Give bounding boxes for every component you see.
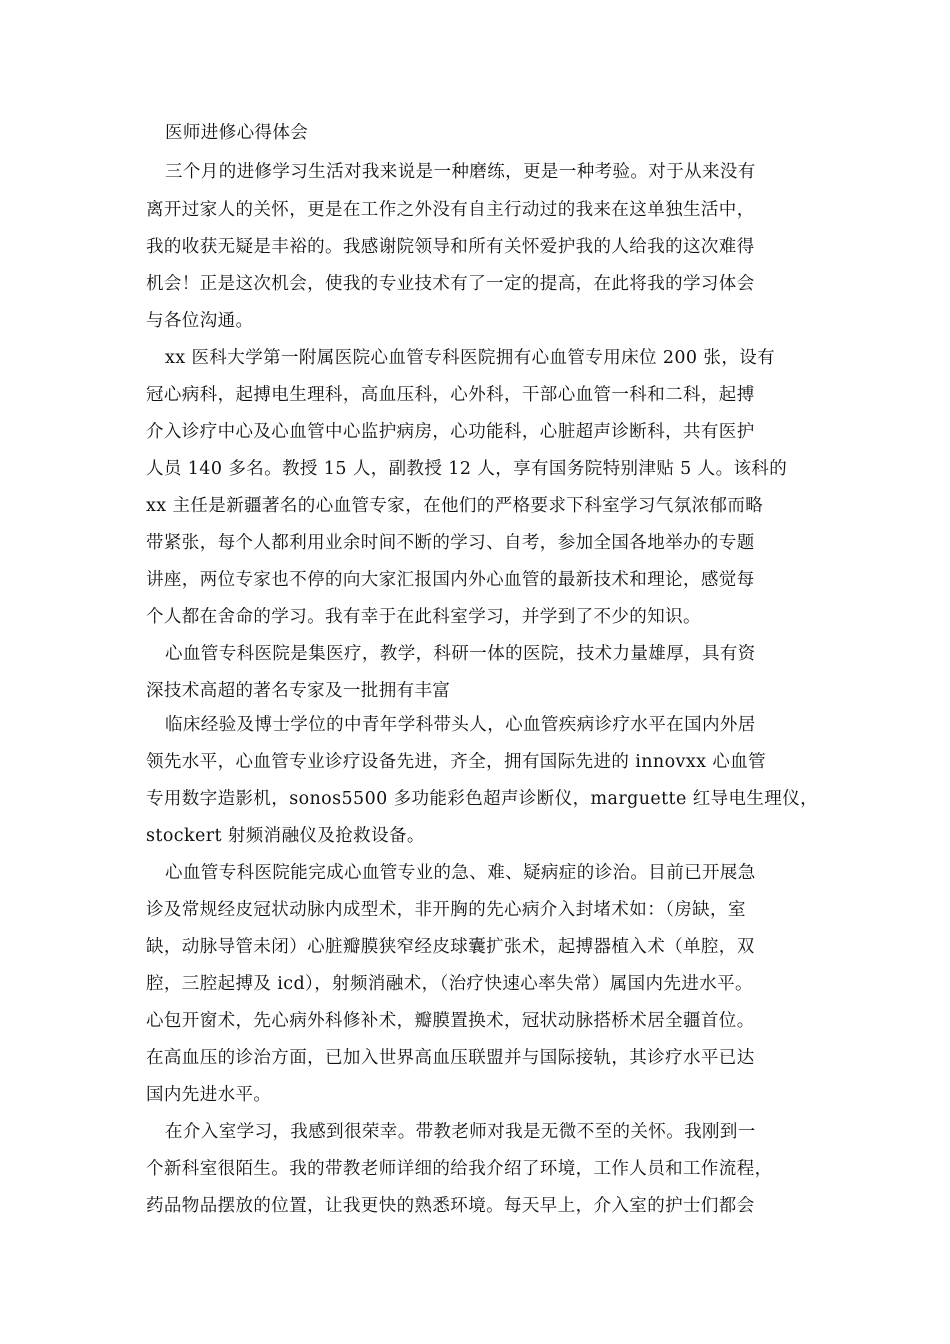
paragraph-line: 介入诊疗中心及心血管中心监护病房，心功能科，心脏超声诊断科，共有医护 xyxy=(146,422,755,442)
paragraph-line: 冠心病科，起搏电生理科，高血压科，心外科，干部心血管一科和二科，起搏 xyxy=(146,385,755,405)
paragraph-line: 心血管专科医院是集医疗，教学，科研一体的医院，技术力量雄厚，具有资 xyxy=(165,644,756,664)
paragraph-line: 心包开窗术，先心病外科修补术，瓣膜置换术，冠状动脉搭桥术居全疆首位。 xyxy=(146,1011,755,1031)
paragraph-line: 与各位沟通。 xyxy=(146,311,254,331)
paragraph-line: 诊及常规经皮冠状动脉内成型术，非开胸的先心病介入封堵术如：（房缺，室 xyxy=(146,900,746,920)
paragraph-line: 在介入室学习，我感到很荣幸。带教老师对我是无微不至的关怀。我刚到一 xyxy=(165,1122,756,1142)
paragraph-line: 在高血压的诊治方面，已加入世界高血压联盟并与国际接轨，其诊疗水平已达 xyxy=(146,1048,755,1068)
paragraph-line: 国内先进水平。 xyxy=(146,1085,272,1105)
paragraph-line: 临床经验及博士学位的中青年学科带头人，心血管疾病诊疗水平在国内外居 xyxy=(165,715,756,735)
document-title: 医师进修心得体会 xyxy=(165,123,309,143)
paragraph-line: 专用数字造影机，sonos5500 多功能彩色超声诊断仪，marguette 红导电生理仪， xyxy=(146,789,819,809)
paragraph-line: 个新科室很陌生。我的带教老师详细的给我介绍了环境，工作人员和工作流程， xyxy=(146,1159,773,1179)
paragraph-line: 腔，三腔起搏及 icd），射频消融术，（治疗快速心率失常）属国内先进水平。 xyxy=(146,974,753,994)
paragraph-line: 机会！正是这次机会，使我的专业技术有了一定的提高，在此将我的学习体会 xyxy=(146,274,755,294)
paragraph-line: 个人都在舍命的学习。我有幸于在此科室学习，并学到了不少的知识。 xyxy=(146,607,701,627)
paragraph-line: 深技术高超的著名专家及一批拥有丰富 xyxy=(146,681,451,701)
paragraph-line: 讲座，两位专家也不停的向大家汇报国内外心血管的最新技术和理论，感觉每 xyxy=(146,570,755,590)
paragraph-line: 缺，动脉导管未闭）心脏瓣膜狭窄经皮球囊扩张术，起搏器植入术（单腔，双 xyxy=(146,937,755,957)
paragraph-line: 药品物品摆放的位置，让我更快的熟悉环境。每天早上，介入室的护士们都会 xyxy=(146,1196,755,1216)
paragraph-line: 心血管专科医院能完成心血管专业的急、难、疑病症的诊治。目前已开展急 xyxy=(165,863,756,883)
paragraph-line: xx 主任是新疆著名的心血管专家，在他们的严格要求下科室学习气氛浓郁而略 xyxy=(146,496,764,516)
paragraph-line: 三个月的进修学习生活对我来说是一种磨练，更是一种考验。对于从来没有 xyxy=(165,162,756,182)
paragraph-line: xx 医科大学第一附属医院心血管专科医院拥有心血管专用床位 200 张，设有 xyxy=(165,348,776,368)
paragraph-line: stockert 射频消融仪及抢救设备。 xyxy=(146,826,425,846)
paragraph-line: 领先水平，心血管专业诊疗设备先进，齐全，拥有国际先进的 innovxx 心血管 xyxy=(146,752,767,772)
paragraph-line: 带紧张，每个人都利用业余时间不断的学习、自考，参加全国各地举办的专题 xyxy=(146,533,755,553)
paragraph-line: 人员 140 多名。教授 15 人，副教授 12 人，享有国务院特别津贴 5 人。该科的 xyxy=(146,459,788,479)
paragraph-line: 离开过家人的关怀，更是在工作之外没有自主行动过的我来在这单独生活中， xyxy=(146,200,755,220)
paragraph-line: 我的收获无疑是丰裕的。我感谢院领导和所有关怀爱护我的人给我的这次难得 xyxy=(146,237,755,257)
